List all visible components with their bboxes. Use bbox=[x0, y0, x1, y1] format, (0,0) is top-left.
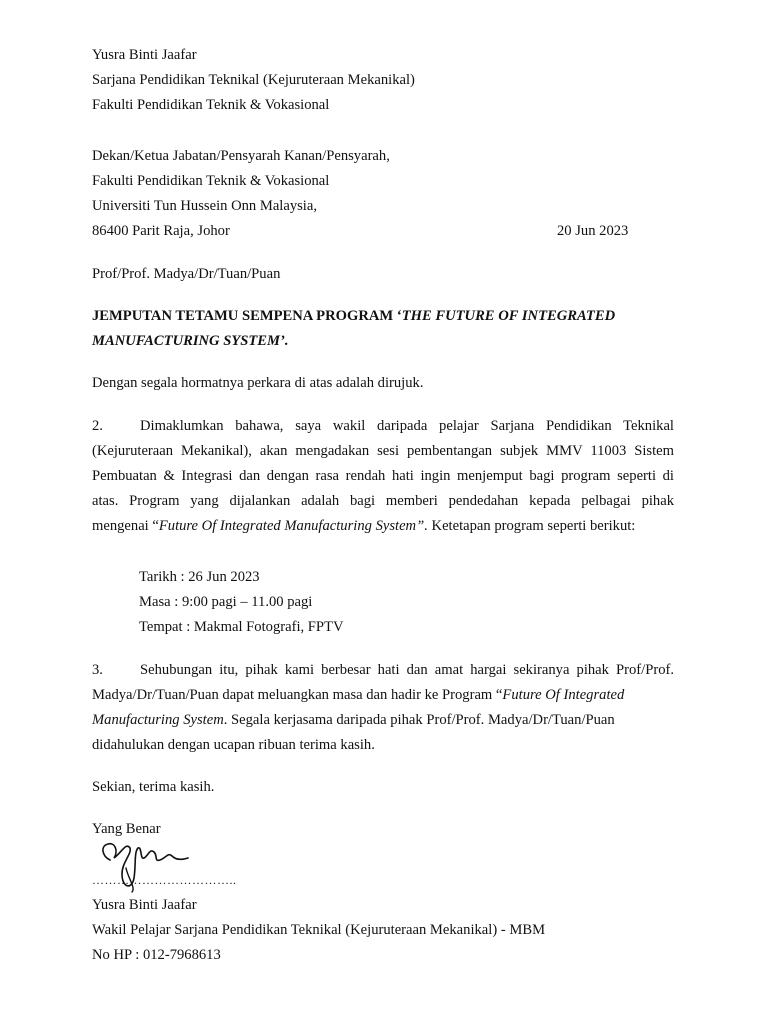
detail-tarikh: Tarikh : 26 Jun 2023 bbox=[139, 569, 260, 585]
para2-line5 bbox=[92, 516, 635, 536]
signer-title: Wakil Pelajar Sarjana Pendidikan Teknikal (Kejuruteraan Mekanikal) - MBM bbox=[92, 922, 546, 938]
recipient-line2: Fakulti Pendidikan Teknik & Vokasional bbox=[92, 173, 330, 189]
signer-phone: No HP : 012-7968613 bbox=[92, 947, 221, 963]
subject-suffix: ’. bbox=[280, 333, 289, 349]
para3-line2-italic: Future Of Integrated bbox=[502, 687, 625, 703]
closing-text: Sekian, terima kasih. bbox=[92, 779, 215, 795]
para2-line5-prefix: mengenai “ bbox=[92, 518, 159, 534]
subject-title-part2: MANUFACTURING SYSTEM bbox=[92, 333, 281, 349]
sender-name: Yusra Binti Jaafar bbox=[92, 47, 197, 63]
para3-line1 bbox=[92, 660, 674, 680]
subject-title-part1: THE FUTURE OF INTEGRATED bbox=[401, 308, 616, 324]
para2-line5-suffix: Ketetapan program seperti berikut: bbox=[427, 518, 636, 534]
recipient-line4: 86400 Parit Raja, Johor bbox=[92, 223, 230, 239]
para2-line4: atas. Program yang dijalankan adalah bagi memberi pendedahan kepada pelbagai pihak bbox=[92, 493, 674, 509]
para3-line3 bbox=[92, 710, 615, 730]
intro-text: Dengan segala hormatnya perkara di atas adalah dirujuk. bbox=[92, 375, 424, 391]
detail-masa: Masa : 9:00 pagi – 11.00 pagi bbox=[139, 594, 313, 610]
para3-number: 3. bbox=[92, 662, 103, 678]
subject-line1 bbox=[92, 306, 615, 326]
signer-name: Yusra Binti Jaafar bbox=[92, 897, 197, 913]
sender-faculty: Fakulti Pendidikan Teknik & Vokasional bbox=[92, 97, 330, 113]
recipient-line1: Dekan/Ketua Jabatan/Pensyarah Kanan/Pensyarah, bbox=[92, 148, 390, 164]
para3-text1: Sehubungan itu, pihak kami berbesar hati dan amat hargai sekiranya pihak Prof/Prof. bbox=[140, 662, 674, 678]
para2-line3: Pembuatan & Integrasi dan dengan rasa rendah hati ingin menjemput bagi program seperti di bbox=[92, 468, 674, 484]
salutation: Prof/Prof. Madya/Dr/Tuan/Puan bbox=[92, 266, 281, 282]
para3-line2 bbox=[92, 685, 624, 705]
para2-line1 bbox=[92, 416, 674, 436]
letter-date: 20 Jun 2023 bbox=[557, 223, 629, 239]
signature-dotted-line: …………………………….. bbox=[92, 873, 237, 887]
detail-tempat: Tempat : Makmal Fotografi, FPTV bbox=[139, 619, 344, 635]
para3-line2-prefix: Madya/Dr/Tuan/Puan dapat meluangkan masa dan hadir ke Program “ bbox=[92, 687, 503, 703]
para2-number: 2. bbox=[92, 418, 103, 434]
para3-line4: didahulukan dengan ucapan ribuan terima kasih. bbox=[92, 737, 375, 753]
para3-line3-italic: Manufacturing System bbox=[92, 712, 224, 728]
signoff-text: Yang Benar bbox=[92, 821, 161, 837]
para2-text1: Dimaklumkan bahawa, saya wakil daripada pelajar Sarjana Pendidikan Teknikal bbox=[140, 418, 674, 434]
recipient-line3: Universiti Tun Hussein Onn Malaysia, bbox=[92, 198, 317, 214]
subject-prefix: JEMPUTAN TETAMU SEMPENA PROGRAM ‘ bbox=[92, 308, 402, 324]
para3-line3-suffix: . Segala kerjasama daripada pihak Prof/Prof. Madya/Dr/Tuan/Puan bbox=[223, 712, 615, 728]
sender-program: Sarjana Pendidikan Teknikal (Kejuruteraan Mekanikal) bbox=[92, 72, 415, 88]
para2-line5-italic: Future Of Integrated Manufacturing System”. bbox=[158, 518, 428, 534]
subject-line2 bbox=[92, 331, 289, 351]
para2-line2: (Kejuruteraan Mekanikal), akan mengadakan sesi pembentangan subjek MMV 11003 Sistem bbox=[92, 443, 674, 459]
